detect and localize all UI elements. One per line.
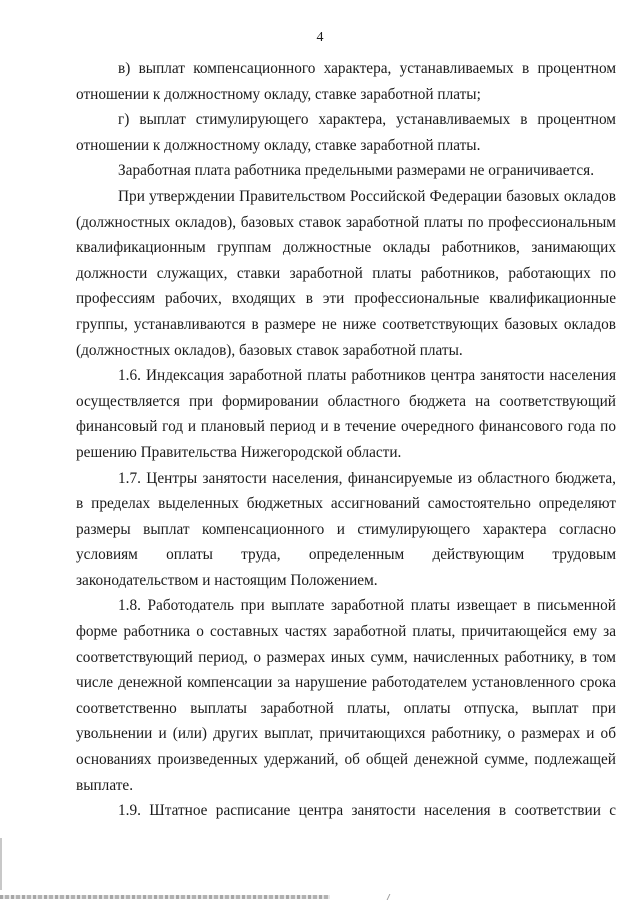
paragraph-1-6: 1.6. Индексация заработной платы работников центра занятости населения осуществляется при формировании областного бюджета на соответствующий финансовый год и плановый период и в течение очередного финансового года по решению Правительства Нижегородской области. bbox=[76, 367, 616, 461]
paragraph-g: г) выплат стимулирующего характера, устанавливаемых в процентном отношении к должностному окладу, ставке заработной платы. bbox=[76, 111, 616, 154]
paragraph-1-7: 1.7. Центры занятости населения, финансируемые из областного бюджета, в пределах выделенных бюджетных ассигнований самостоятельно определяют размеры выплат компенсационного и стимулирующего характера согласно условиям оплаты труда, определенным действующим трудовым законодательством и настоящим Положением. bbox=[76, 469, 616, 589]
paragraph-base-salaries: При утверждении Правительством Российской Федерации базовых окладов (должностных окладов), базовых ставок заработной платы по профессиональным квалификационным группам должностные оклады работников, занимающих должности служащих, ставки заработной платы работников, работающих по профессиям рабочих, входящих в эти профессиональные квалификационные группы, устанавливаются в размере не ниже соответствующих базовых окладов (должностных окладов), базовых ставок заработной платы. bbox=[76, 187, 616, 359]
paragraph-1-9: 1.9. Штатное расписание центра занятости населения в соответствии с bbox=[118, 802, 616, 820]
scan-mark bbox=[382, 894, 391, 900]
paragraph-1-8: 1.8. Работодатель при выплате заработной платы извещает в письменной форме работника о составных частях заработной платы, причитающейся ему за соответствующий период, о размерах иных сумм, начисленных работнику, в том числе денежной компенсации за нарушение работодателем установленного срока соответственно выплаты заработной платы, оплаты отпуска, выплат при увольнении и (или) других выплат, причитающихся работнику, о размерах и об основаниях произведенных удержаний, об общей денежной сумме, подлежащей выплате. bbox=[76, 597, 616, 794]
document-body bbox=[76, 56, 616, 824]
scan-footer-artifact bbox=[0, 895, 330, 899]
paragraph-v: в) выплат компенсационного характера, устанавливаемых в процентном отношении к должностному окладу, ставке заработной платы; bbox=[76, 60, 616, 103]
page-number: 4 bbox=[316, 30, 324, 45]
scan-margin-artifact bbox=[0, 838, 2, 890]
paragraph-salary-limit: Заработная плата работника предельными размерами не ограничивается. bbox=[118, 162, 595, 180]
